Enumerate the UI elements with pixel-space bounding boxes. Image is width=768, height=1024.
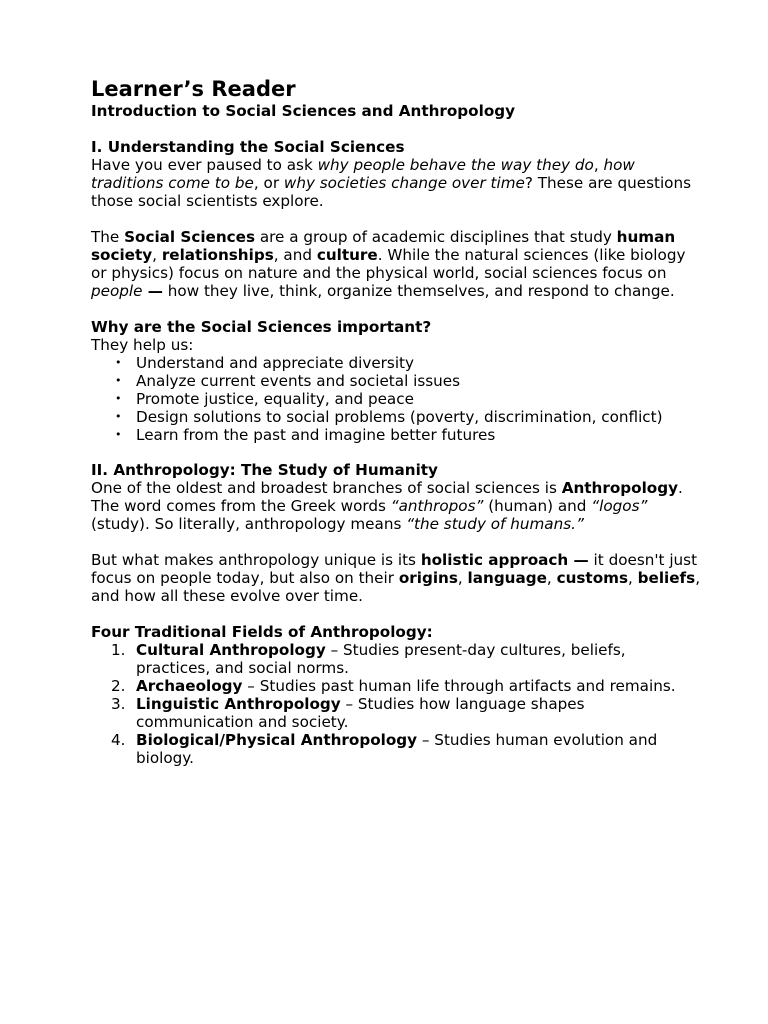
list-item — [91, 731, 701, 767]
list-number: 1. — [111, 641, 126, 659]
text-run: , — [546, 569, 557, 587]
text-run: it doesn't just focus on people today, but also on their — [91, 551, 698, 587]
importance-bullet-list — [91, 354, 701, 444]
bold-term: holistic approach — — [420, 551, 589, 569]
text-run: are a group of academic disciplines that study — [255, 228, 617, 246]
list-item: • Design solutions to social problems (poverty, discrimination, conflict) — [91, 408, 701, 426]
text-run: (study). So literally, anthropology means — [91, 515, 407, 533]
field-name: Archaeology — [136, 677, 243, 695]
fields-heading: Four Traditional Fields of Anthropology: — [91, 623, 433, 641]
bold-term: origins — [398, 569, 458, 587]
field-description: – Studies how language shapes communication and society. — [136, 695, 585, 731]
list-item: • Learn from the past and imagine better futures — [91, 426, 701, 444]
text-run: how they live, think, organize themselves, and respond to change. — [162, 282, 675, 300]
bold-term: — — [142, 282, 163, 300]
italic-phrase: why people behave the way they do — [317, 156, 594, 174]
text-run: , and — [273, 246, 317, 264]
italic-phrase: why societies change over time — [283, 174, 525, 192]
why-important-intro: They help us: — [91, 336, 194, 354]
text-run: But what makes anthropology unique is its — [91, 551, 421, 569]
bold-term: culture — [316, 246, 378, 264]
holistic-approach-paragraph — [91, 551, 701, 605]
social-sciences-definition-paragraph — [91, 228, 701, 300]
field-name: Biological/Physical Anthropology — [136, 731, 418, 749]
text-run: . While the natural sciences (like biology or physics) focus on nature and the physical world, social sciences focus on — [91, 246, 686, 282]
text-run: , — [593, 156, 604, 174]
text-run: , or — [253, 174, 284, 192]
document-subtitle: Introduction to Social Sciences and Anthropology — [91, 102, 516, 120]
italic-phrase: “logos” — [591, 497, 648, 515]
section-1-heading: I. Understanding the Social Sciences — [91, 138, 405, 156]
list-number: 2. — [111, 677, 126, 695]
document-page — [91, 76, 701, 784]
text-run: , and how all these evolve over time. — [91, 569, 701, 605]
bold-term: human society — [91, 228, 676, 264]
italic-phrase: people — [91, 282, 143, 300]
text-run: (human) and — [483, 497, 592, 515]
section-2-heading: II. Anthropology: The Study of Humanity — [91, 461, 438, 479]
italic-phrase: how traditions come to be — [91, 156, 635, 192]
text-run: One of the oldest and broadest branches of social sciences is — [91, 479, 562, 497]
list-item — [91, 677, 701, 695]
text-run: , — [152, 246, 162, 264]
bold-term: Social Sciences — [124, 228, 256, 246]
field-name: Cultural Anthropology — [136, 641, 326, 659]
list-item: • Promote justice, equality, and peace — [91, 390, 701, 408]
italic-phrase: “the study of humans.” — [406, 515, 584, 533]
bold-term: language — [467, 569, 547, 587]
bold-term: relationships — [161, 246, 274, 264]
why-important-heading: Why are the Social Sciences important? — [91, 318, 432, 336]
italic-phrase: “anthropos” — [390, 497, 484, 515]
list-item: • Analyze current events and societal issues — [91, 372, 701, 390]
anthropology-intro-paragraph — [91, 479, 701, 533]
list-number: 4. — [111, 731, 126, 749]
field-description: – Studies human evolution and biology. — [136, 731, 658, 767]
text-run: , — [457, 569, 468, 587]
field-description: – Studies past human life through artifacts and remains. — [242, 677, 676, 695]
bold-term: customs — [556, 569, 628, 587]
bold-term: Anthropology — [561, 479, 678, 497]
text-run: Have you ever paused to ask — [91, 156, 318, 174]
list-number: 3. — [111, 695, 126, 713]
list-item — [91, 641, 701, 677]
fields-numbered-list — [91, 641, 701, 767]
field-description: – Studies present-day cultures, beliefs, practices, and social norms. — [136, 641, 626, 677]
list-item — [91, 695, 701, 731]
list-item: • Understand and appreciate diversity — [91, 354, 701, 372]
text-run: The — [91, 228, 125, 246]
bold-term: beliefs — [637, 569, 696, 587]
text-run: . The word comes from the Greek words — [91, 479, 683, 515]
text-run: ? These are questions those social scientists explore. — [91, 174, 692, 210]
text-run: , — [628, 569, 638, 587]
field-name: Linguistic Anthropology — [136, 695, 341, 713]
document-title: Learner’s Reader — [91, 77, 296, 101]
section-1-intro-paragraph — [91, 156, 701, 210]
